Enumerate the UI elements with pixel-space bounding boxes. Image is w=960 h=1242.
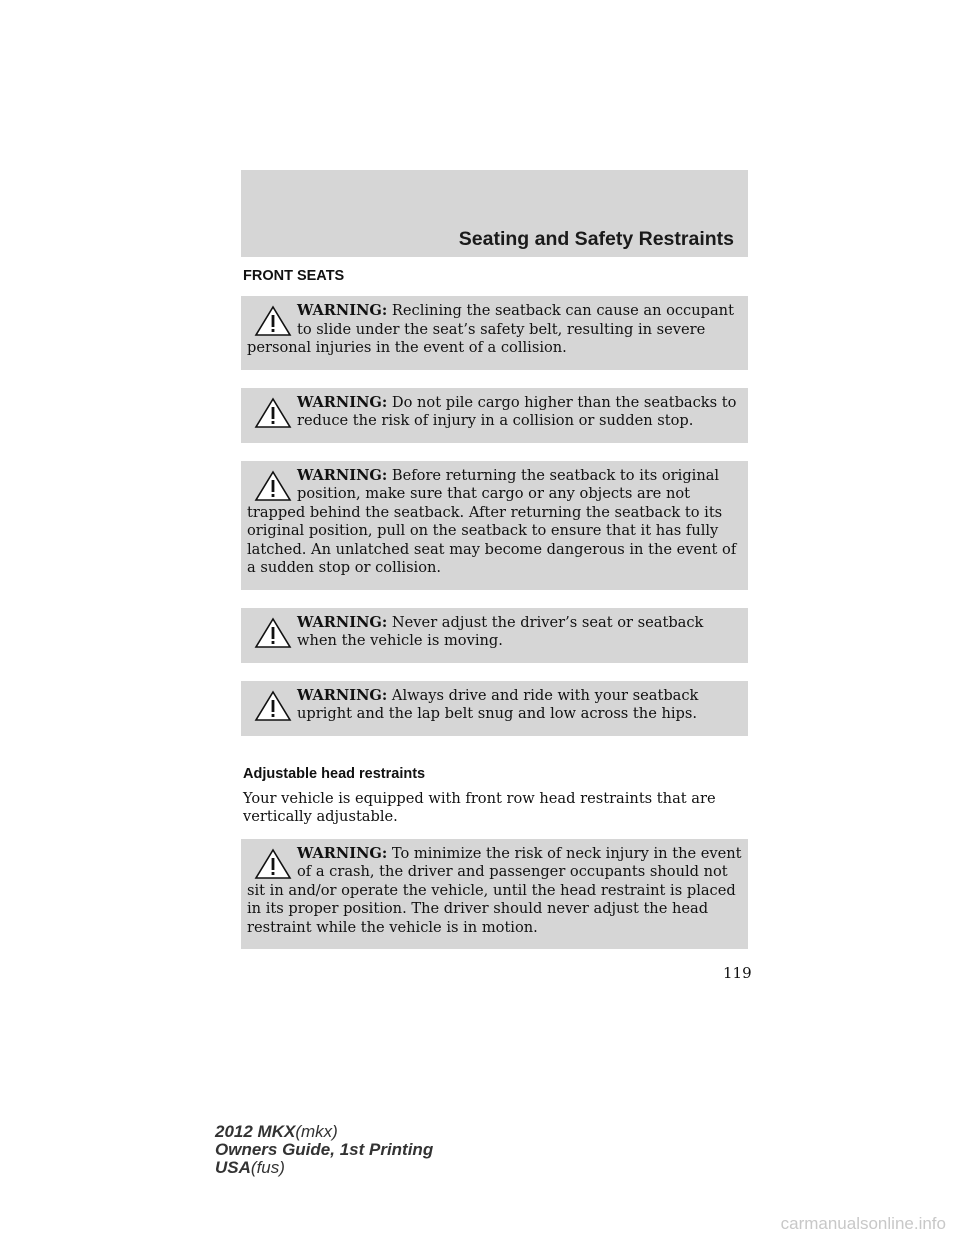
- footer-guide: Owners Guide, 1st Printing: [215, 1140, 434, 1159]
- warning-text: To minimize the risk of neck injury in the event of a crash, the driver and passenger occupants should not sit in and/or operate the vehicle, until the head restraint is placed in its proper position. The driver should never adjust the head restraint while the vehicle is in motion.: [247, 844, 742, 936]
- warning-label: WARNING:: [297, 844, 388, 862]
- warning-box: [241, 839, 748, 950]
- warning-label: WARNING:: [297, 466, 388, 484]
- warning-triangle-icon: [253, 616, 293, 650]
- warning-label: WARNING:: [297, 302, 388, 319]
- warning-triangle-icon: [253, 304, 293, 338]
- chapter-title: Seating and Safety Restraints: [458, 228, 734, 250]
- warning-box: [241, 461, 748, 590]
- warning-triangle-icon: [253, 469, 293, 503]
- warning-text: Reclining the seatback can cause an occupant to slide under the seat’s safety belt, resulting in severe personal injuries in the event of a collision.: [247, 302, 734, 356]
- warning-box: [241, 388, 748, 443]
- footer-region-code: (fus): [250, 1158, 285, 1177]
- warning-text: Never adjust the driver’s seat or seatback when the vehicle is moving.: [297, 613, 704, 649]
- warning-label: WARNING:: [297, 393, 388, 411]
- warning-text: Always drive and ride with your seatback upright and the lap belt snug and low across the hips.: [297, 686, 699, 722]
- footer-region: USA: [215, 1158, 251, 1177]
- warning-label: WARNING:: [297, 686, 388, 704]
- warning-triangle-icon: [253, 689, 293, 723]
- section-heading: FRONT SEATS: [243, 268, 345, 284]
- body-paragraph: Your vehicle is equipped with front row head restraints that are vertically adjustable.: [243, 789, 716, 825]
- footer-line-region: [215, 1159, 433, 1177]
- warning-text: Before returning the seatback to its original position, make sure that cargo or any objects are not trapped behind the seatback. After returning the seatback to its original position, pull on the seatback to ensure that it has fully latched. An unlatched seat may become dangerous in the event of a sudden stop or collision.: [247, 466, 737, 576]
- footer-line-model: [215, 1123, 433, 1141]
- watermark-text: carmanualsonline.info: [780, 1214, 946, 1233]
- warning-box: [241, 681, 748, 736]
- subsection-heading: Adjustable head restraints: [243, 765, 426, 782]
- warning-label: WARNING:: [297, 613, 388, 631]
- warning-triangle-icon: [253, 847, 293, 881]
- page-number: 119: [723, 964, 752, 982]
- page-content: [241, 262, 748, 967]
- footer-info: [215, 1123, 433, 1177]
- header-band: [241, 170, 748, 257]
- warning-box: [241, 296, 748, 370]
- warning-text: Do not pile cargo higher than the seatbacks to reduce the risk of injury in a collision or sudden stop.: [297, 393, 737, 429]
- warning-triangle-icon: [253, 396, 293, 430]
- warning-box: [241, 608, 748, 663]
- footer-model-code: (mkx): [295, 1122, 338, 1141]
- footer-model: 2012 MKX: [215, 1122, 296, 1141]
